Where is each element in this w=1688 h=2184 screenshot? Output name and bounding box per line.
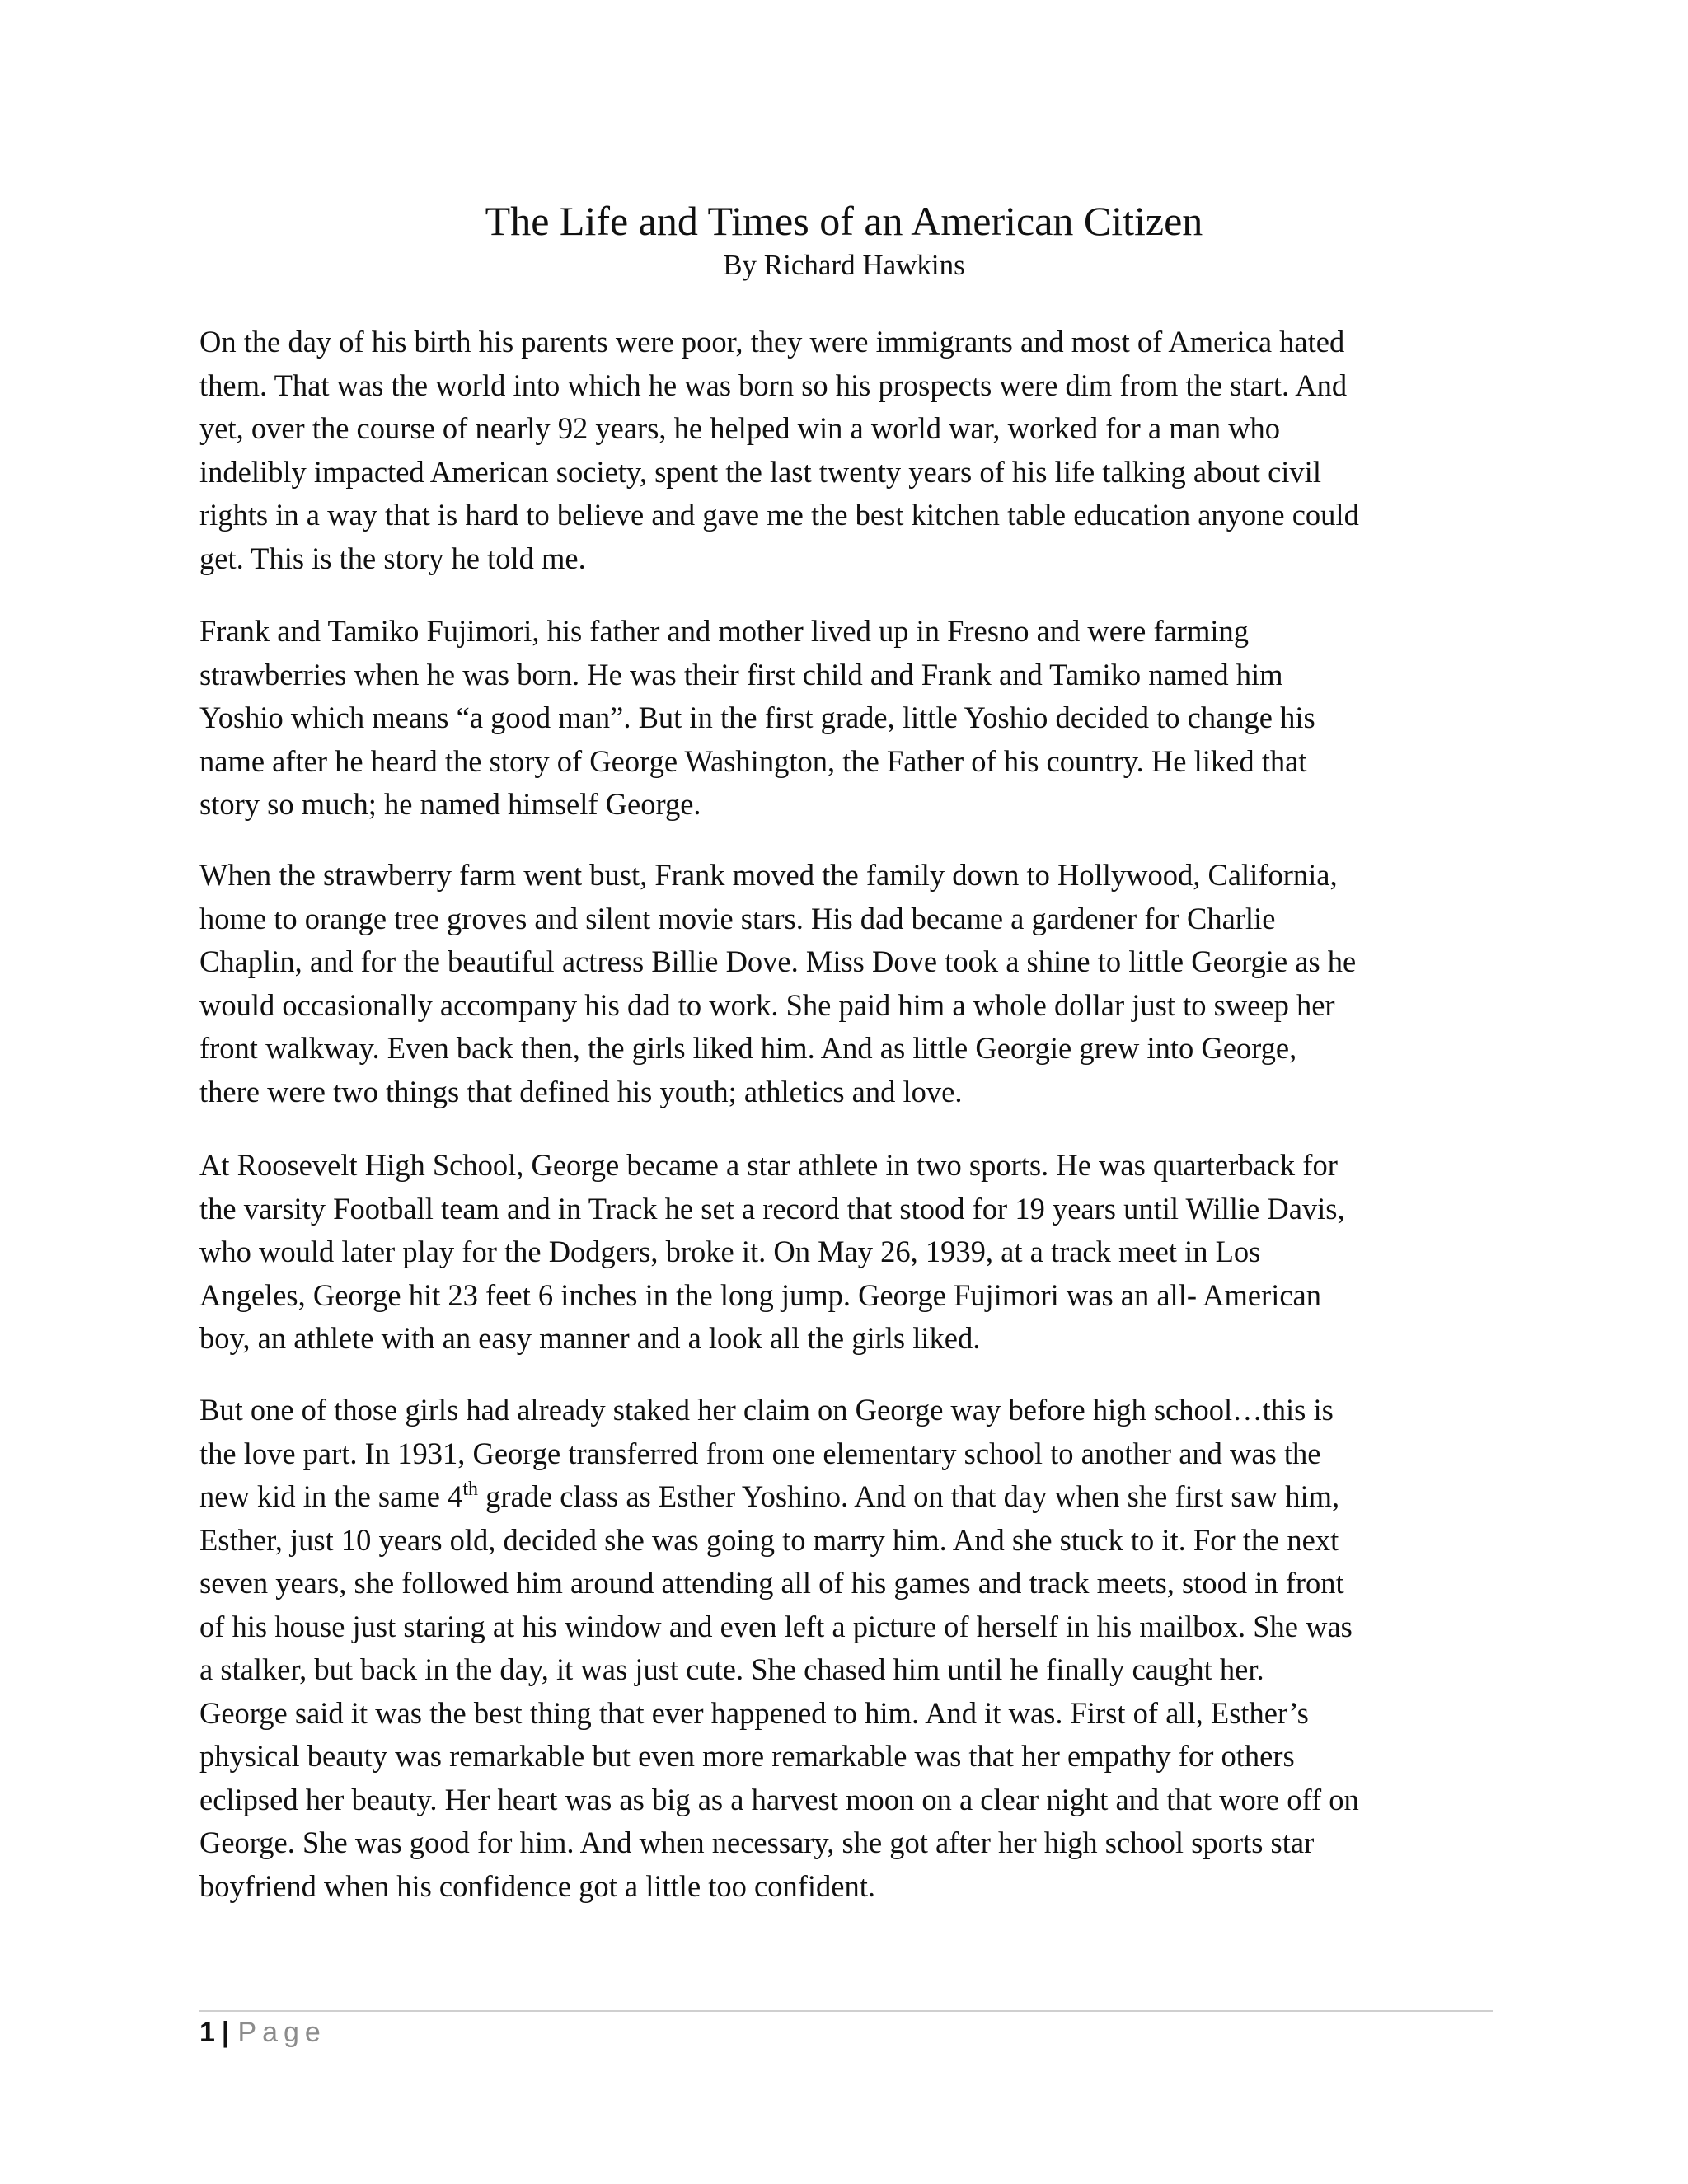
paragraph-line: boyfriend when his confidence got a little too confident. [199,1868,876,1903]
paragraph-line: indelibly impacted American society, spent the last twenty years of his life talking about civil [199,454,1321,489]
paragraph-line: Angeles, George hit 23 feet 6 inches in the long jump. George Fujimori was an all- American [199,1277,1321,1312]
paragraph-line: George. She was good for him. And when necessary, she got after her high school sports star [199,1825,1315,1859]
paragraph-line: Yoshio which means “a good man”. But in the first grade, little Yoshio decided to change his [199,701,1315,734]
paragraph-line: of his house just staring at his window and even left a picture of herself in his mailbox. She was [199,1609,1353,1643]
paragraph-line: boy, an athlete with an easy manner and a look all the girls liked. [199,1321,981,1355]
paragraph-line: would occasionally accompany his dad to work. She paid him a whole dollar just to sweep her [199,987,1335,1022]
page-separator: | [221,2017,230,2048]
paragraph-line: eclipsed her beauty. Her heart was as big as a harvest moon on a clear night and that wore off on [199,1782,1359,1816]
paragraph-line [199,1475,1502,1519]
paragraph-line: Esther, just 10 years old, decided she was going to marry him. And she stuck to it. For the next [199,1522,1339,1557]
paragraph-line: George said it was the best thing that ever happened to him. And it was. First of all, Esther’s [199,1695,1309,1730]
paragraph-line: story so much; he named himself George. [199,787,701,821]
paragraph-line: rights in a way that is hard to believe and gave me the best kitchen table education anyone could [199,498,1359,532]
paragraph-line: there were two things that defined his youth; athletics and love. [199,1074,963,1108]
page-number: 1 [199,2017,215,2048]
paragraph-1 [199,321,1502,580]
paragraph-line: home to orange tree groves and silent movie stars. His dad became a gardener for Charlie [199,901,1276,935]
footer-divider [199,2010,1493,2012]
paragraph-line: seven years, she followed him around attending all of his games and track meets, stood in front [199,1566,1344,1600]
paragraph-line: a stalker, but back in the day, it was just cute. She chased him until he finally caught her. [199,1652,1264,1686]
paragraph-line: physical beauty was remarkable but even more remarkable was that her empathy for others [199,1739,1295,1773]
paragraph-line: On the day of his birth his parents were poor, they were immigrants and most of America hated [199,325,1345,359]
page-label: Page [237,2017,326,2048]
line-text-before-superscript: new kid in the same 4 [199,1479,463,1513]
paragraph-line: strawberries when he was born. He was their first child and Frank and Tamiko named him [199,657,1283,691]
paragraph-line: At Roosevelt High School, George became a star athlete in two sports. He was quarterback for [199,1148,1338,1182]
ordinal-superscript: th [462,1479,478,1500]
paragraph-line: them. That was the world into which he was born so his prospects were dim from the start. And [199,368,1348,402]
paragraph-2 [199,610,1502,827]
paragraph-line: the varsity Football team and in Track he set a record that stood for 19 years until Willie Davis, [199,1191,1345,1226]
paragraph-3 [199,854,1502,1113]
document-title: The Life and Times of an American Citizen [485,198,1203,244]
document-byline: By Richard Hawkins [723,249,965,281]
paragraph-line: the love part. In 1931, George transferred from one elementary school to another and was the [199,1436,1321,1470]
page-footer [199,2012,326,2053]
line-text-after-superscript: grade class as Esther Yoshino. And on that day when she first saw him, [477,1479,1340,1513]
paragraph-line: But one of those girls had already staked her claim on George way before high school…this is [199,1393,1334,1427]
paragraph-line: yet, over the course of nearly 92 years, he helped win a world war, worked for a man who [199,411,1281,445]
paragraph-line: Frank and Tamiko Fujimori, his father and mother lived up in Fresno and were farming [199,614,1249,648]
paragraph-4 [199,1144,1502,1361]
paragraph-line: get. This is the story he told me. [199,541,586,575]
paragraph-line: who would later play for the Dodgers, broke it. On May 26, 1939, at a track meet in Los [199,1235,1261,1268]
paragraph-line: When the strawberry farm went bust, Frank moved the family down to Hollywood, California, [199,858,1338,892]
paragraph-5 [199,1389,1502,1908]
paragraph-line: front walkway. Even back then, the girls liked him. And as little Georgie grew into George, [199,1031,1297,1065]
paragraph-line: Chaplin, and for the beautiful actress Billie Dove. Miss Dove took a shine to little Georgie as he [199,944,1357,978]
paragraph-line: name after he heard the story of George Washington, the Father of his country. He liked that [199,743,1307,778]
